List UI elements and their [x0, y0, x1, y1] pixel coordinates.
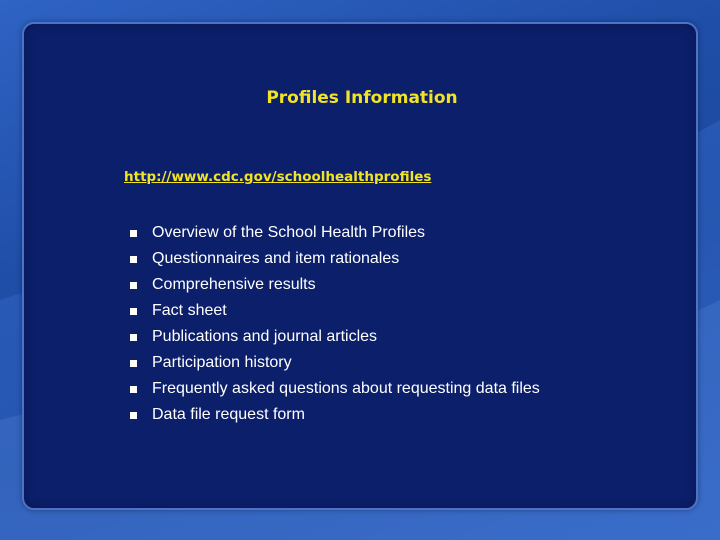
list-item-text: Publications and journal articles: [152, 328, 378, 345]
list-item: [130, 402, 540, 428]
list-item-text: Questionnaires and item rationales: [152, 250, 400, 267]
list-item: [130, 298, 540, 324]
square-bullet-icon: [130, 308, 137, 315]
content-panel: [22, 22, 698, 510]
bullet-list: [130, 220, 540, 428]
list-item-text: Data file request form: [152, 406, 305, 423]
slide-title: Profiles Information: [266, 88, 458, 108]
list-item: [130, 220, 540, 246]
list-item-text: Fact sheet: [152, 302, 227, 319]
list-item-text: Overview of the School Health Profiles: [152, 224, 426, 241]
square-bullet-icon: [130, 256, 137, 263]
list-item: [130, 246, 540, 272]
cdc-link[interactable]: http://www.cdc.gov/schoolhealthprofiles: [124, 169, 432, 185]
square-bullet-icon: [130, 412, 137, 419]
list-item: [130, 272, 540, 298]
list-item-text: Frequently asked questions about requesting data files: [152, 380, 540, 397]
square-bullet-icon: [130, 386, 137, 393]
square-bullet-icon: [130, 360, 137, 367]
list-item: [130, 324, 540, 350]
list-item: [130, 350, 540, 376]
list-item: [130, 376, 540, 402]
list-item-text: Participation history: [152, 354, 292, 371]
square-bullet-icon: [130, 334, 137, 341]
square-bullet-icon: [130, 282, 137, 289]
square-bullet-icon: [130, 230, 137, 237]
list-item-text: Comprehensive results: [152, 276, 316, 293]
